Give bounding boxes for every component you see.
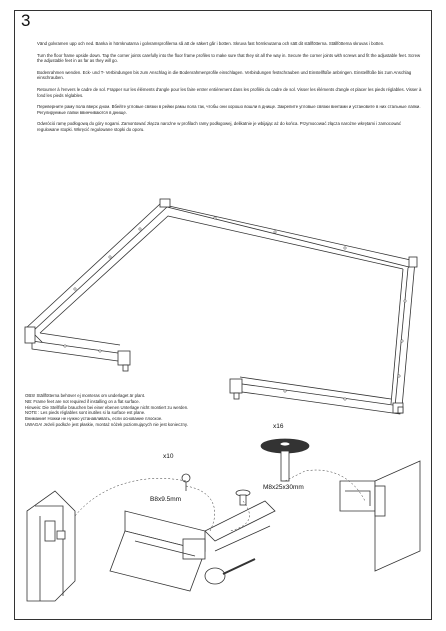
note-sv: OBS! Ställfötterna behöver ej monteras om underlaget är plant. <box>25 393 146 398</box>
note-en: NB: Frame feet are not required if installing on a flat surface. <box>25 398 140 404</box>
instruction-sheet <box>14 10 432 620</box>
foot-quantity: x16 <box>273 423 284 430</box>
note-fr: NOTE : Les pieds réglables sont inutiles si la surface est plane. <box>25 410 146 416</box>
instruction-sv: Vänd golvramen upp och ned. Banka in hörnknutarna i golvramsprofilerna så att de säkert går i botten. Skruva fast hörnknutarna och sätt dit ställfötterna. Ställfötterna skruvas i botten. <box>37 41 385 46</box>
note-ru: Внимание! Ножки не нужно устанавливать, если основание плоское. <box>25 416 163 422</box>
instruction-fr: Retourner à l'envers le cadre de sol. Frapper sur les éléments d'angle pour les faire entrer entièrement dans les profilés du cadre de sol. Visser les éléments d'angle et placer les pieds réglables. Visser à fond les pieds réglables. <box>37 86 422 98</box>
instruction-en: Turn the floor frame upside down. Tap the corner joints carefully into the floor frame profiles to make sure that they sit all the way in. Secure the corner joints with screws and fit the adjustable feet. Screw the adjustable feet in as far as they will go. <box>37 52 421 64</box>
step-number: 3 <box>21 11 31 30</box>
screw-size: B8x9.5mm <box>150 496 182 503</box>
instruction-pl: Odwróció ramę podłogową do góry nogami. Zamontować złącza narożne w profilach ramy podłogowej, delikatnie je wbijając aż do końca. Przymocować złącza narożne wkrętami i zamocować regulowane stopki. Wkręcić regulowane stopki do oporu. <box>37 121 401 132</box>
notes-block <box>25 393 265 428</box>
note-pl: UWAGA! Jeżeli podłoże jest płaskie, montaż nóżek poziomujących nie jest konieczny. <box>25 421 188 427</box>
floor-frame-illustration <box>15 11 432 620</box>
instruction-de: Bodenrahmen wenden. Eck- und T- Verbindungen bis zum Anschlag in die Bodenrahmenprofile einschlagen. Verbindungen festschrauben und Einstellfüße anbringen. Einstellfüße bis zum Anschlag einschrauben. <box>37 69 412 81</box>
note-de: Hinweis: Die Stellfüße brauchen bei einer ebenen Unterlage nicht montiert zu werden. <box>25 404 189 410</box>
instruction-ru: Переверните раму пола вверх дном. Вбейте угловые связки в рейки рамы пола так, чтобы они хорошо вошли в днище. Закрепите угловые связки винтами и установите в них стальные лапки. Регулируемые лапки ввинчиваются в днище. <box>37 104 421 115</box>
screw-quantity: x10 <box>163 453 174 460</box>
foot-size: M8x25x30mm <box>263 484 304 491</box>
